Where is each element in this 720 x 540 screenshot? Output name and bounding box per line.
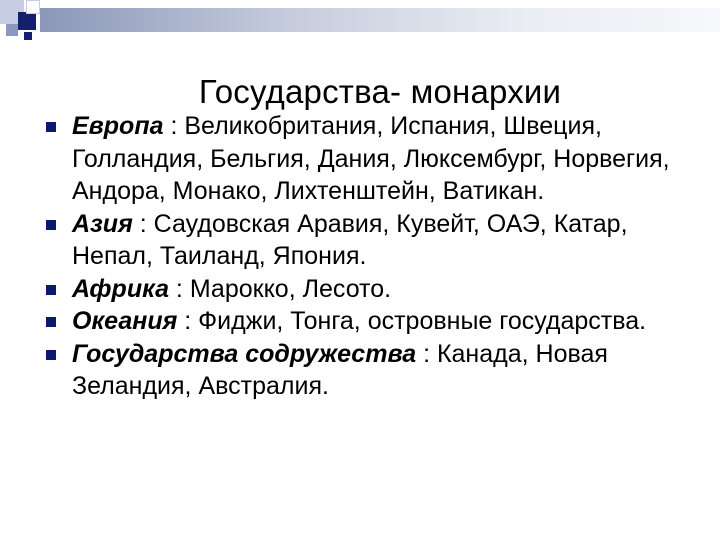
slide-title: Государства- монархии: [198, 73, 562, 111]
region-name: Азия: [72, 209, 133, 238]
list-item: [46, 305, 706, 338]
deco-square-white: [26, 0, 40, 14]
square-bullet-icon: [46, 122, 56, 132]
list-item: [46, 208, 706, 273]
separator: :: [132, 209, 154, 238]
country-list: Саудовская Аравия, Кувейт, ОАЭ, Катар, Непал, Таиланд, Япония.: [72, 209, 628, 270]
region-name: Европа: [72, 112, 164, 140]
region-name: Африка: [72, 274, 169, 303]
bullet-list: [46, 110, 706, 403]
deco-square-dark: [18, 12, 36, 30]
square-bullet-icon: [46, 285, 56, 295]
country-list: Канада, Новая Зеландия, Австралия.: [72, 339, 608, 400]
square-bullet-icon: [46, 317, 56, 327]
list-item: [46, 110, 706, 208]
separator: :: [177, 307, 199, 335]
separator: :: [163, 112, 185, 140]
country-list: Великобритания, Испания, Швеция, Голландия, Бельгия, Дания, Люксембург, Норвегия, Андора, Монако, Лихтенштейн, Ватикан.: [72, 112, 670, 205]
country-list: Марокко, Лесото.: [189, 274, 392, 303]
country-list: Фиджи, Тонга, островные государства.: [198, 307, 647, 335]
list-item: [46, 338, 706, 403]
deco-square-small: [24, 32, 32, 40]
region-name: Океания: [72, 307, 178, 335]
separator: :: [168, 274, 190, 303]
deco-square-mid: [6, 24, 18, 36]
square-bullet-icon: [46, 220, 56, 230]
square-bullet-icon: [46, 350, 56, 360]
region-name: Государства содружества: [72, 339, 417, 368]
separator: :: [416, 339, 437, 368]
list-item: [46, 273, 706, 306]
top-gradient-strip: [40, 8, 720, 32]
